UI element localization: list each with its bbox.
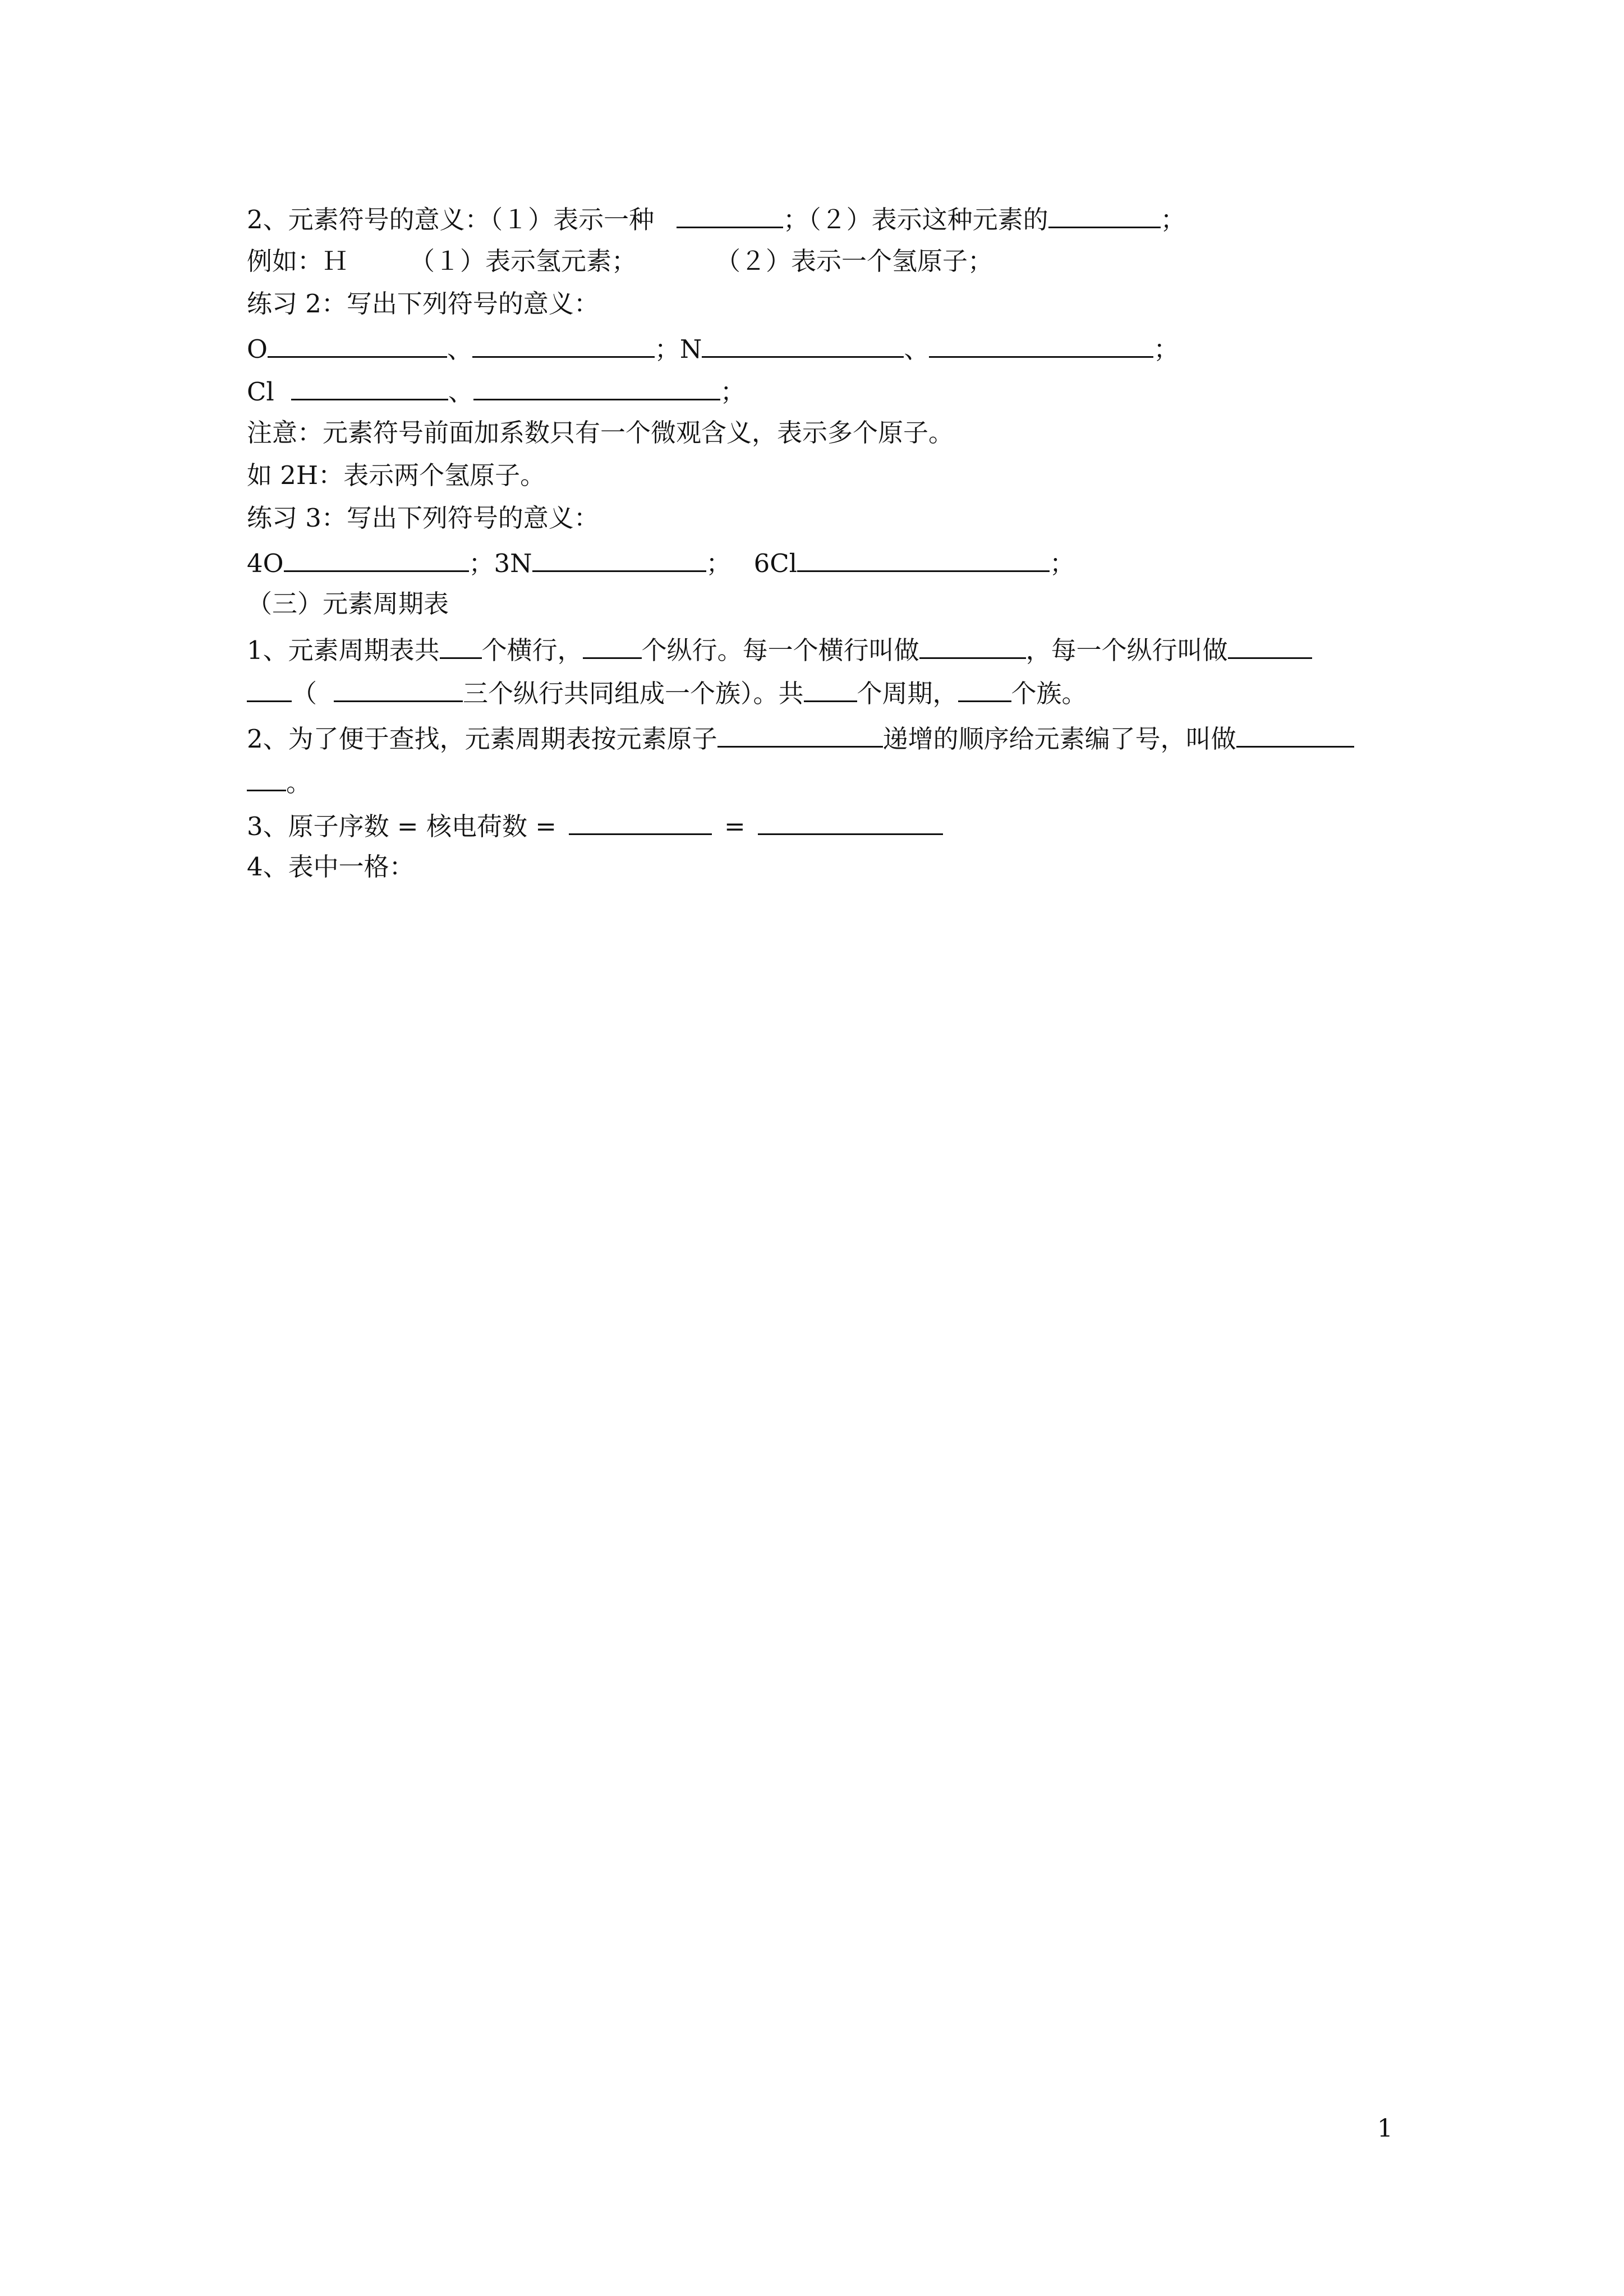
line-atomic-number-intro: [247, 720, 1354, 754]
text: 如 2H：表示两个氢原子。: [247, 460, 546, 490]
text: 。: [286, 768, 312, 797]
answer-blank[interactable]: [717, 720, 883, 748]
answer-blank[interactable]: [247, 764, 286, 791]
text: ；（２）表示这种元素的: [783, 205, 1048, 234]
text: 个周期，: [857, 679, 958, 708]
text: Cl: [247, 377, 274, 407]
text: 例如：Ｈ: [247, 246, 348, 276]
line-cl: [247, 373, 746, 407]
answer-blank[interactable]: [804, 675, 857, 702]
answer-blank[interactable]: [919, 631, 1026, 659]
text: 、: [447, 334, 472, 364]
line-4o-3n-6cl: [247, 545, 1075, 578]
line-table-cell: [247, 850, 415, 884]
line-note: [247, 416, 954, 450]
line-exercise-3: [247, 501, 599, 535]
text: 练习 3：写出下列符号的意义：: [247, 503, 599, 533]
text: 、: [904, 334, 930, 364]
line-exercise-2: [247, 287, 599, 321]
line-symbol-meaning: [247, 201, 1186, 234]
text: 6Cl: [753, 548, 798, 578]
answer-blank[interactable]: [284, 545, 469, 572]
answer-blank[interactable]: [268, 330, 447, 358]
answer-blank[interactable]: [532, 545, 706, 572]
line-periods-groups: [247, 675, 1087, 708]
answer-blank[interactable]: [677, 201, 783, 228]
text: O: [247, 334, 268, 364]
answer-blank[interactable]: [958, 675, 1011, 702]
answer-blank[interactable]: [473, 373, 720, 400]
page-number: 1: [1377, 2114, 1393, 2143]
section-heading-periodic-table: [247, 587, 449, 621]
line-atomic-number-equation: [247, 808, 943, 841]
answer-blank[interactable]: [797, 545, 1050, 572]
text: ；N: [654, 334, 702, 364]
text: ；: [706, 548, 732, 578]
line-2h-example: [247, 459, 545, 492]
text: 个族。: [1011, 679, 1087, 708]
answer-blank[interactable]: [334, 675, 463, 702]
text: 3、原子序数 = 核电荷数 =: [247, 812, 556, 841]
answer-blank[interactable]: [247, 675, 292, 702]
line-o-n: [247, 330, 1179, 364]
answer-blank[interactable]: [583, 631, 642, 659]
text: =: [724, 812, 746, 841]
answer-blank[interactable]: [569, 808, 712, 835]
answer-blank[interactable]: [702, 330, 904, 358]
text: ；: [1050, 548, 1075, 578]
text: ；: [720, 377, 746, 407]
text: （１）表示氢元素；: [410, 246, 637, 276]
text: 2、元素符号的意义：（１）表示一种: [247, 205, 655, 234]
line-periodic-table-structure: [247, 631, 1312, 665]
text: 三个纵行共同组成一个族）。共: [463, 679, 804, 708]
text: （: [292, 679, 318, 708]
answer-blank[interactable]: [758, 808, 943, 835]
text: 递增的顺序给元素编了号，叫做: [882, 724, 1236, 754]
answer-blank[interactable]: [472, 330, 655, 358]
text: 4、表中一格：: [247, 852, 415, 882]
text: 练习 2：写出下列符号的意义：: [247, 289, 599, 319]
text: 2、为了便于查找，元素周期表按元素原子: [247, 724, 717, 754]
line-example: [247, 245, 993, 278]
text: 个横行，: [481, 635, 583, 665]
text: ；: [1153, 334, 1179, 364]
answer-blank[interactable]: [440, 631, 482, 659]
line-continuation: [247, 764, 311, 797]
text: （２）表示一个氢原子；: [715, 246, 993, 276]
answer-blank[interactable]: [929, 330, 1153, 358]
answer-blank[interactable]: [1236, 720, 1354, 748]
text: 、: [448, 377, 473, 407]
text: 注意：元素符号前面加系数只有一个微观含义，表示多个原子。: [247, 418, 954, 448]
text: 4O: [247, 548, 284, 578]
text: （三）元素周期表: [247, 589, 449, 619]
text: 1、元素周期表共: [247, 635, 440, 665]
text: 个纵行。每一个横行叫做: [641, 635, 919, 665]
text: ；: [1160, 205, 1186, 234]
text: ，每一个纵行叫做: [1025, 635, 1228, 665]
text: ；3N: [468, 548, 532, 578]
answer-blank[interactable]: [1228, 631, 1312, 659]
answer-blank[interactable]: [1048, 201, 1161, 228]
answer-blank[interactable]: [291, 373, 448, 400]
